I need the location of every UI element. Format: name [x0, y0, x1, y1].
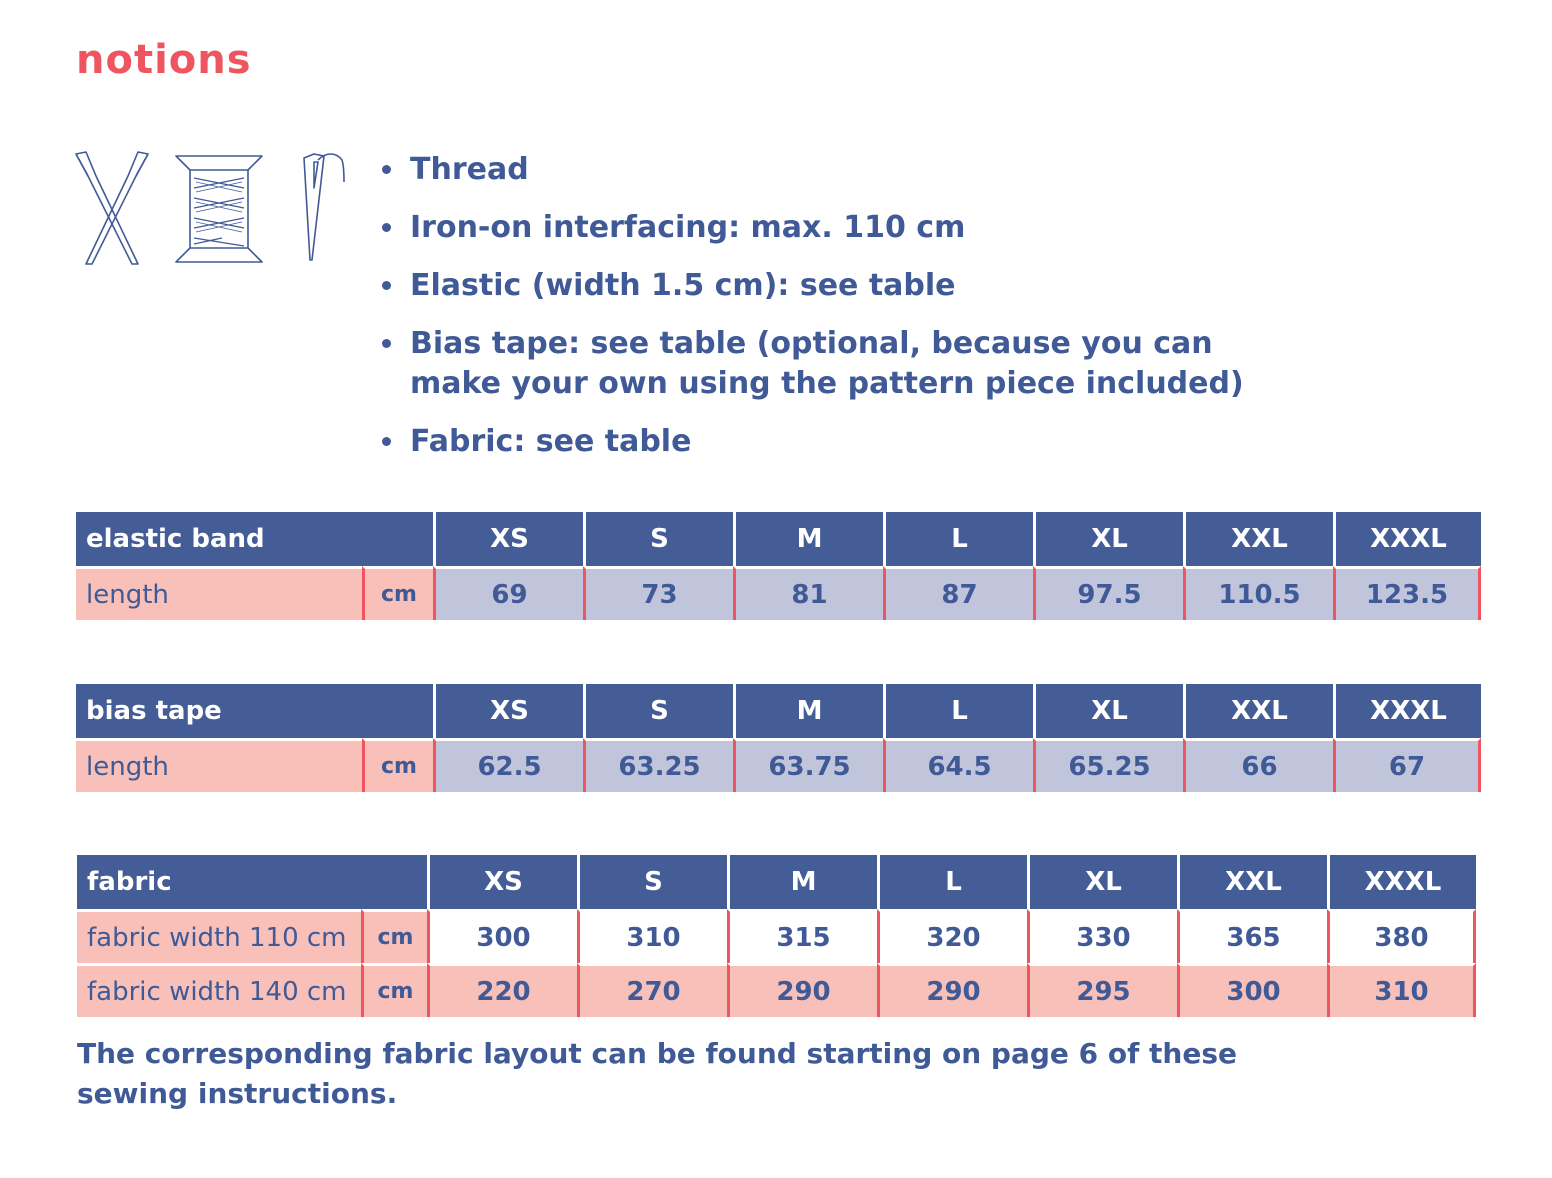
table-cell: 365: [1177, 909, 1327, 963]
size-header: XXXL: [1333, 512, 1481, 566]
table-cell: 290: [877, 963, 1027, 1017]
size-header: XXXL: [1327, 855, 1476, 909]
size-header: L: [877, 855, 1027, 909]
needle-icon: [304, 154, 344, 260]
scissors-icon: [76, 152, 148, 264]
list-item: Bias tape: see table (optional, because you can make your own using the pattern piece included): [380, 324, 1280, 404]
table-cell: 270: [577, 963, 727, 1017]
row-unit: cm: [362, 738, 433, 792]
table-row: [77, 909, 1476, 963]
size-header: S: [583, 684, 733, 738]
page-title: notions: [76, 37, 252, 83]
row-unit: cm: [361, 909, 427, 963]
table-cell: 73: [583, 566, 733, 620]
row-label: length: [76, 566, 362, 620]
table-row: [76, 738, 1481, 792]
row-unit: cm: [362, 566, 433, 620]
bias-tape-table: [76, 684, 1481, 792]
size-header: XXL: [1183, 684, 1333, 738]
size-header: XL: [1033, 684, 1183, 738]
table-cell: 295: [1027, 963, 1177, 1017]
row-unit: cm: [361, 963, 427, 1017]
list-item: Iron-on interfacing: max. 110 cm: [380, 208, 1280, 248]
table-header-row: [76, 684, 1481, 738]
table-cell: 123.5: [1333, 566, 1481, 620]
table-cell: 69: [433, 566, 583, 620]
size-header: L: [883, 512, 1033, 566]
size-header: XXL: [1183, 512, 1333, 566]
table-cell: 220: [427, 963, 577, 1017]
size-header: S: [583, 512, 733, 566]
table-cell: 66: [1183, 738, 1333, 792]
size-header: M: [733, 512, 883, 566]
table-cell: 315: [727, 909, 877, 963]
table-cell: 310: [577, 909, 727, 963]
table-cell: 62.5: [433, 738, 583, 792]
list-item: Elastic (width 1.5 cm): see table: [380, 266, 1280, 306]
table-cell: 81: [733, 566, 883, 620]
elastic-band-table: [76, 512, 1481, 620]
notions-list: [380, 150, 1280, 480]
table-title: fabric: [77, 855, 427, 909]
table-cell: 87: [883, 566, 1033, 620]
table-cell: 290: [727, 963, 877, 1017]
size-header: M: [733, 684, 883, 738]
thread-spool-icon: [176, 156, 262, 262]
size-header: XS: [427, 855, 577, 909]
table-cell: 110.5: [1183, 566, 1333, 620]
table-cell: 300: [1177, 963, 1327, 1017]
size-header: XL: [1027, 855, 1177, 909]
table-cell: 64.5: [883, 738, 1033, 792]
size-header: M: [727, 855, 877, 909]
notions-illustration: [72, 148, 352, 270]
table-cell: 67: [1333, 738, 1481, 792]
size-header: XXL: [1177, 855, 1327, 909]
size-header: XS: [433, 512, 583, 566]
row-label: length: [76, 738, 362, 792]
list-item: Thread: [380, 150, 1280, 190]
table-row: [76, 566, 1481, 620]
row-label: fabric width 140 cm: [77, 963, 361, 1017]
table-cell: 330: [1027, 909, 1177, 963]
table-title: bias tape: [76, 684, 433, 738]
table-cell: 320: [877, 909, 1027, 963]
table-title: elastic band: [76, 512, 433, 566]
table-header-row: [76, 512, 1481, 566]
size-header: S: [577, 855, 727, 909]
table-cell: 310: [1327, 963, 1476, 1017]
table-cell: 63.75: [733, 738, 883, 792]
table-cell: 63.25: [583, 738, 733, 792]
table-row: [77, 963, 1476, 1017]
footer-note: The corresponding fabric layout can be found starting on page 6 of these sewing instructions.: [77, 1037, 1238, 1110]
size-header: L: [883, 684, 1033, 738]
table-cell: 65.25: [1033, 738, 1183, 792]
table-cell: 300: [427, 909, 577, 963]
table-header-row: [77, 855, 1476, 909]
row-label: fabric width 110 cm: [77, 909, 361, 963]
table-cell: 380: [1327, 909, 1476, 963]
table-cell: 97.5: [1033, 566, 1183, 620]
size-header: XL: [1033, 512, 1183, 566]
size-header: XS: [433, 684, 583, 738]
size-header: XXXL: [1333, 684, 1481, 738]
list-item: Fabric: see table: [380, 422, 1280, 462]
fabric-table: [77, 855, 1476, 1017]
